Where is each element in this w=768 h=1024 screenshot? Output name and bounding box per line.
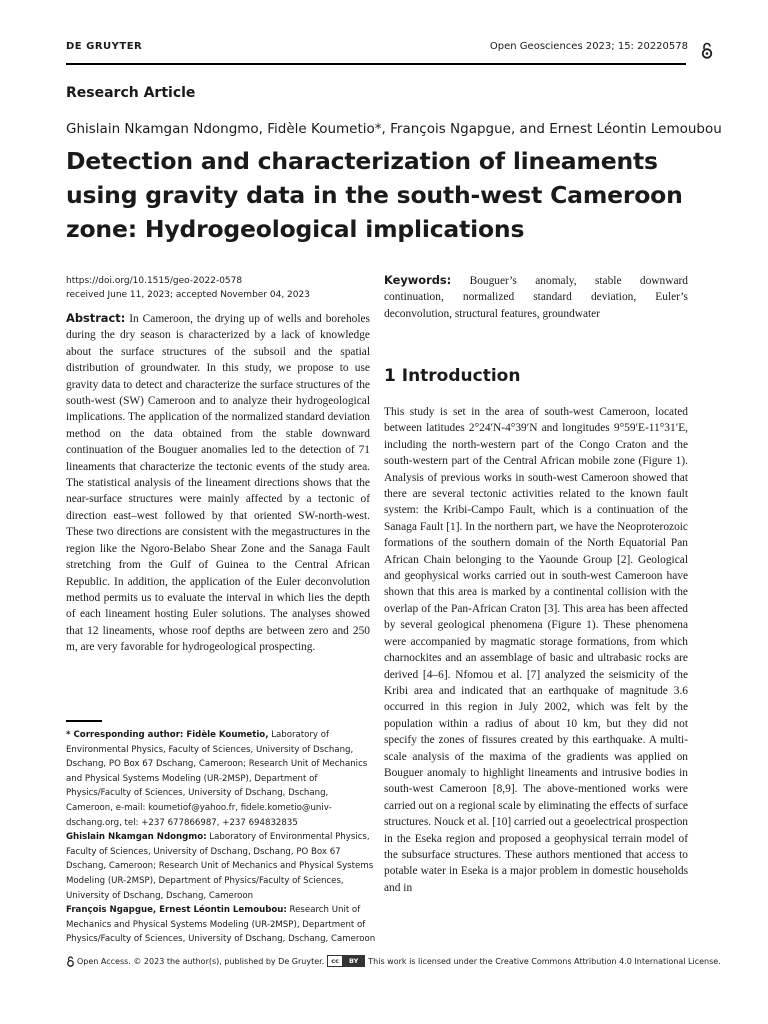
introduction-paragraph: This study is set in the area of south-west Cameroon, located between latitudes 2°24′N-4°39′N and longitudes 9°59′E-11°31′E, including the north-western part of the Congo Craton and the south-western part of the Central African mobile zone (Figure 1). Analysis of previous works in south-west Cameroon showed that there are several tectonic activities related to the known fault system: the Kribi-Campo Fault, which is a continuation of the Sanaga Fault [1]. In the northern part, we have the Neoproterozoic formations of the southern domain of the North Equatorial Pan African Chain belonging to the Yaounde Group [2]. Geological and geophysical works carried out in south-west Cameroon have shown that this area is marked by a continental collision with the overlap of the Pan-African Craton [3]. This area has been affected by several geological phenomena (Figure 1). These phenomena were accompanied by magmatic storage formations, from which charnockites and an assemblage of basic and ultrabasic rocks are derived [4–6]. Nfomou et al. [7] analyzed the seismicity of the Kribi area and indicated that an earthquake of magnitude 3.6 occurred in this region in July 2002, which was felt by the population within a radius of about 10 km, but they did not specify the zones of fissures created by this earthquake. A multi-scale analysis of the maxima of the gradients was applied on Bouguer anomaly to highlight lineaments and intrusive bodies in south-west Cameroon [8,9]. The above-mentioned works were carried out on a regional scale by eliminating the effects of surface structures. Nouck et al. [10] carried out a geoelectrical prospection in the Eseka region and proposed a geophysical terrain model of the subsurface structures. These authors mentioned that access to potable water in Eseka is a major problem in domestic households and in: [384, 406, 688, 894]
abstract-label: Abstract:: [66, 311, 126, 325]
license-footer: [66, 955, 721, 967]
keywords-text: Bouguer’s anomaly, stable downward continuation, normalized standard deviation, Euler’s deconvolution, structural features, groundwater: [384, 275, 688, 320]
journal-citation: Open Geosciences 2023; 15: 20220578: [489, 41, 688, 52]
article-type: Research Article: [66, 85, 196, 101]
footnote-divider: [66, 720, 102, 722]
cc-by-badge[interactable]: cc BY: [327, 955, 365, 967]
doi-link[interactable]: https://doi.org/10.1515/geo-2022-0578: [66, 276, 243, 286]
footnote-authors-3-4: François Ngapgue, Ernest Léontin Lemoubou: Research Unit of Mechanics and Physical Systems Modeling (UR-2MSP), Department of Physics/Faculty of Sciences, University of Dschang, Dschang, Cameroon: [66, 905, 376, 945]
footnote-author-2: Ghislain Nkamgan Ndongmo: Laboratory of Environmental Physics, Faculty of Sciences, University of Dschang, Dschang, PO Box 67 Dschang, Cameroon; Research Unit of Mechanics and Physical Systems Modeling (UR-2MSP), Department of Physics/Faculty of Sciences, University of Dschang, Dschang, Cameroon: [66, 832, 374, 901]
footnote-corresponding-author: * Corresponding author: Fidèle Koumetio, Laboratory of Environmental Physics, Faculty of Sciences, University of Dschang, Dschang, PO Box 67 Dschang, Cameroon; Research Unit of Mechanics and Physical Systems Modeling (UR-2MSP), Department of Physics/Faculty of Sciences, University of Dschang, Dschang, Cameroon, e-mail: koumetiof@yahoo.fr, fidele.kometio@univ-dschang.org, tel: +237 677866987, +237 694832835: [66, 730, 368, 828]
keywords: [384, 272, 688, 322]
author-footnotes: [66, 728, 376, 947]
author-list: Ghislain Nkamgan Ndongmo, Fidèle Koumetio*, François Ngapgue, and Ernest Léontin Lemoubou: [66, 121, 722, 137]
license-text: This work is licensed under the Creative Commons Attribution 4.0 International License.: [368, 956, 721, 966]
license-prefix: Open Access. © 2023 the author(s), published by De Gruyter.: [77, 956, 325, 966]
introduction-body: [384, 404, 688, 896]
open-access-icon: [66, 956, 75, 967]
section-heading-introduction: 1 Introduction: [384, 366, 521, 386]
abstract-text: In Cameroon, the drying up of wells and boreholes during the dry season is characterized by a lack of knowledge about the surface structures of the subsoil and the spatial distribution of groundwater. In this study, we propose to use gravity data to detect and characterize the surface structures of the south-west (SW) Cameroon and to analyze their hydrogeological implications. The application of the normalized standard deviation method on the data obtained from the stable downward continuation of the Bouguer anomalies led to the detection of 71 lineaments that characterize the tectonic events of the study area. The statistical analysis of the lineament directions shows that the near-surface structures were mainly affected by a tectonic of direction east–west followed by that oriented SW-north-west. These two directions are consistent with the megastructures in the region like the Ngoro-Belabo Shear Zone and the Sanaga Fault stretching from the Gulf of Guinea to the Central African Republic. In addition, the application of the Euler deconvolution method permits us to evaluate the interval in which lies the depth of each lineament hosting Euler solutions. The analyses showed that 12 lineaments, whose roof depths are between zero and 250 m, are very favorable for hydrogeological prospecting.: [66, 313, 370, 654]
received-accepted-dates: received June 11, 2023; accepted November 04, 2023: [66, 290, 310, 300]
article-meta: [66, 274, 310, 302]
article-title: Detection and characterization of lineaments using gravity data in the south-west Cameroon zone: Hydrogeological implications: [66, 147, 683, 243]
publisher-name: DE GRUYTER: [66, 41, 143, 52]
abstract: [66, 310, 370, 656]
open-access-icon: [700, 42, 714, 59]
keywords-label: Keywords:: [384, 273, 452, 287]
header-divider: [66, 63, 686, 65]
